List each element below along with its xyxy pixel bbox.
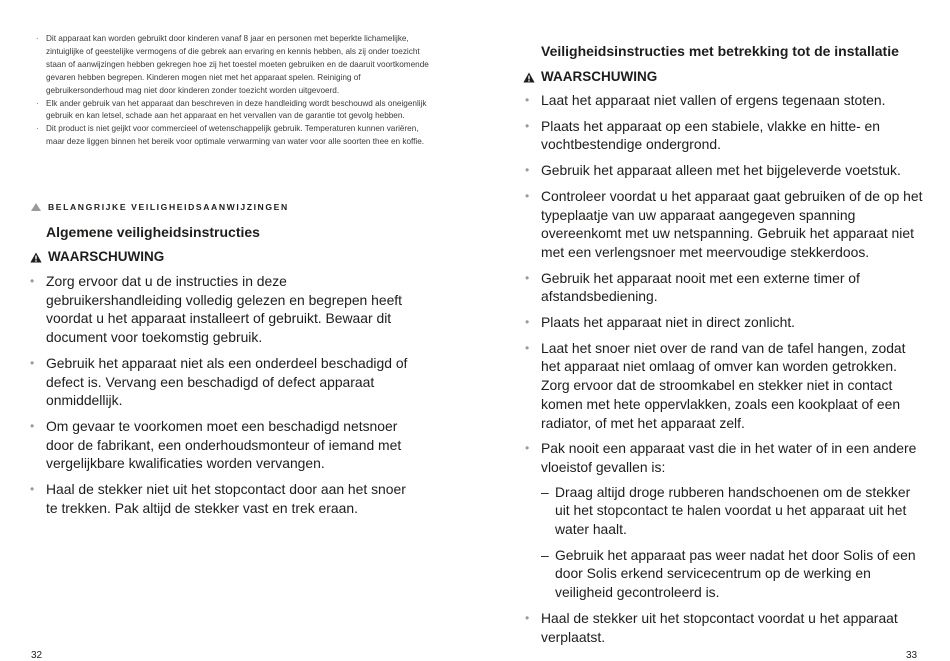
- list-item: • Zorg ervoor dat u de instructies in deze gebruikershandleiding volledig gelezen en begrepen heeft voordat u het apparaat installeert of gebruikt. Bewaar dit document voor toekomstig gebruik.: [46, 272, 421, 347]
- list-item: • Gebruik het apparaat nooit met een externe timer of afstandsbediening.: [541, 269, 923, 306]
- warning-text: WAARSCHUWING: [48, 249, 165, 264]
- section-heading: Veiligheidsinstructies met betrekking tot de installatie: [541, 43, 899, 59]
- list-item: [541, 439, 923, 602]
- triangle-marker-icon: [31, 203, 41, 211]
- list-item: • Laat het apparaat niet vallen of ergens tegenaan stoten.: [541, 91, 923, 110]
- list-item: • Plaats het apparaat niet in direct zonlicht.: [541, 313, 923, 332]
- page-number: 32: [31, 650, 43, 661]
- page-number: 33: [906, 650, 918, 661]
- list-item: • Controleer voordat u het apparaat gaat gebruiken of de op het typeplaatje van uw apparaat aangegeven spanning overeenkomt met uw netspanning. Gebruik het apparaat niet met een verlengsnoer met meervoudige stekkerdoos.: [541, 187, 923, 262]
- warning-text: WAARSCHUWING: [541, 69, 658, 84]
- list-item: • Laat het snoer niet over de rand van de tafel hangen, zodat het apparaat niet omlaag of omver kan worden getrokken. Zorg ervoor dat de stroomkabel en stekker niet in contact komen met hete oppervlakken, zoals een kookplaat of een radiator, of met het apparaat zelf.: [541, 339, 923, 433]
- section-heading: Algemene veiligheidsinstructies: [46, 224, 260, 240]
- list-item: • Gebruik het apparaat alleen met het bijgeleverde voetstuk.: [541, 161, 923, 180]
- list-item: • Gebruik het apparaat niet als een onderdeel beschadigd of defect is. Vervang een beschadigd of defect apparaat onmiddellijk.: [46, 354, 421, 410]
- section-tag-label: BELANGRIJKE VEILIGHEIDSAANWIJZINGEN: [48, 202, 289, 212]
- sub-bullet-list: [541, 483, 923, 602]
- list-item: • Haal de stekker niet uit het stopcontact door aan het snoer te trekken. Pak altijd de stekker vast en trek eraan.: [46, 480, 421, 517]
- section-tag: [31, 202, 289, 212]
- list-item-text: Pak nooit een apparaat vast die in het water of in een andere vloeistof gevallen is:: [541, 440, 917, 475]
- intro-bullet: · Dit product is niet geijkt voor commercieel of wetenschappelijk gebruik. Temperaturen kunnen variëren, maar deze liggen binnen het bereik voor optimale verwarming van water voor alle soorten thee en koffie.: [46, 123, 430, 149]
- warning-triangle-icon: [30, 251, 42, 266]
- left-page: [0, 0, 475, 660]
- intro-bullet-list: [46, 33, 430, 149]
- sub-list-item: – Gebruik het apparaat pas weer nadat het door Solis of een door Solis erkend servicecentrum op de werking en veiligheid gecontroleerd is.: [541, 546, 923, 602]
- right-page: [475, 0, 950, 660]
- installation-bullet-list: [541, 91, 923, 653]
- warning-label: [523, 69, 657, 86]
- intro-bullet: · Dit apparaat kan worden gebruikt door kinderen vanaf 8 jaar en personen met beperkte lichamelijke, zintuiglijke of geestelijke vermogens of die gebrek aan ervaring en kennis hebben, als zij onder toezicht staan of aanwijzingen hebben gekregen hoe zij het toestel moeten gebruiken en de daaruit voortkomende gevaren hebben begrepen. Kinderen mogen niet met het apparaat spelen. Reiniging of gebruikersonderhoud mag niet door kinderen zonder toezicht worden uitgevoerd.: [46, 33, 430, 98]
- intro-bullet: · Elk ander gebruik van het apparaat dan beschreven in deze handleiding wordt beschouwd als oneigenlijk gebruik en kan letsel, schade aan het apparaat en het vervallen van de garantie tot gevolg hebben.: [46, 98, 430, 124]
- safety-bullet-list: [46, 272, 421, 524]
- warning-label: [30, 249, 164, 266]
- list-item: • Haal de stekker uit het stopcontact voordat u het apparaat verplaatst.: [541, 609, 923, 646]
- sub-list-item: – Draag altijd droge rubberen handschoenen om de stekker uit het stopcontact te halen voordat u het apparaat uit het water haalt.: [541, 483, 923, 539]
- list-item: • Plaats het apparaat op een stabiele, vlakke en hitte- en vochtbestendige ondergrond.: [541, 117, 923, 154]
- list-item: • Om gevaar te voorkomen moet een beschadigd netsnoer door de fabrikant, een onderhoudsmonteur of iemand met vergelijkbare kwalificaties worden vervangen.: [46, 417, 421, 473]
- warning-triangle-icon: [523, 71, 535, 86]
